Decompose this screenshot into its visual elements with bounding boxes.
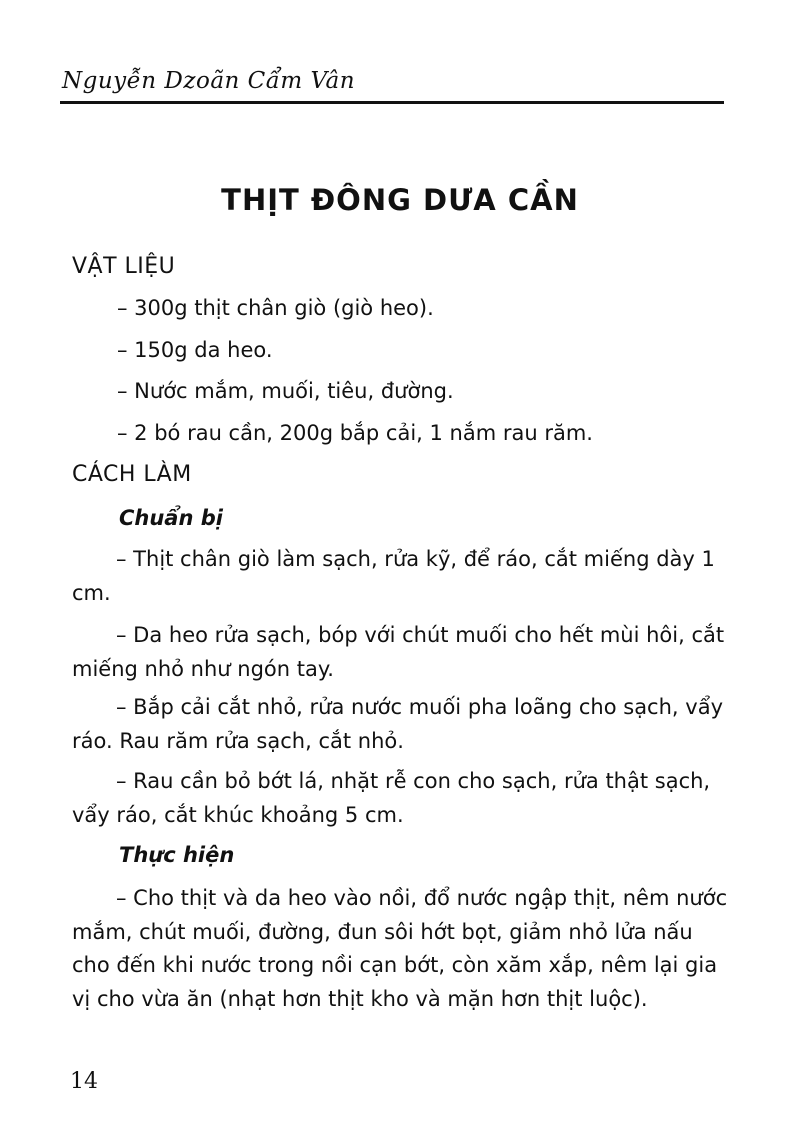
page-number: 14 xyxy=(70,1069,98,1094)
cook-heading: Thực hiện xyxy=(119,843,235,867)
running-header-author: Nguyễn Dzoãn Cẩm Vân xyxy=(62,68,356,94)
prep-paragraph: – Thịt chân giò làm sạch, rửa kỹ, để ráo, cắt miếng dày 1 cm. xyxy=(72,547,715,605)
ingredients-list xyxy=(117,292,593,458)
cook-paragraph: – Cho thịt và da heo vào nồi, đổ nước ngập thịt, nêm nước mắm, chút muối, đường, đun sôi hớt bọt, giảm nhỏ lửa nấu cho đến khi nước trong nồi cạn bớt, còn xăm xắp, nêm lại gia vị cho vừa ăn (nhạt hơn thịt kho và mặn hơn thịt luộc). xyxy=(72,886,728,1011)
ingredient-item: – 300g thịt chân giò (giò heo). xyxy=(117,296,434,320)
recipe-title: THỊT ĐÔNG DƯA CẦN xyxy=(221,183,579,217)
prep-paragraph: – Da heo rửa sạch, bóp với chút muối cho hết mùi hôi, cắt miếng nhỏ như ngón tay. xyxy=(72,623,725,681)
prep-paragraph: – Bắp cải cắt nhỏ, rửa nước muối pha loãng cho sạch, vẩy ráo. Rau răm rửa sạch, cắt nhỏ. xyxy=(72,695,723,753)
prep-paragraph: – Rau cần bỏ bớt lá, nhặt rễ con cho sạch, rửa thật sạch, vẩy ráo, cắt khúc khoảng 5 cm. xyxy=(72,769,711,827)
ingredient-item: – 2 bó rau cần, 200g bắp cải, 1 nắm rau răm. xyxy=(117,420,593,445)
ingredient-item: – 150g da heo. xyxy=(117,337,273,362)
header-rule xyxy=(60,101,724,104)
method-heading: CÁCH LÀM xyxy=(72,462,192,487)
prep-heading: Chuẩn bị xyxy=(119,506,223,530)
ingredient-item: – Nước mắm, muối, tiêu, đường. xyxy=(117,379,454,403)
ingredients-heading: VẬT LIỆU xyxy=(72,254,176,279)
